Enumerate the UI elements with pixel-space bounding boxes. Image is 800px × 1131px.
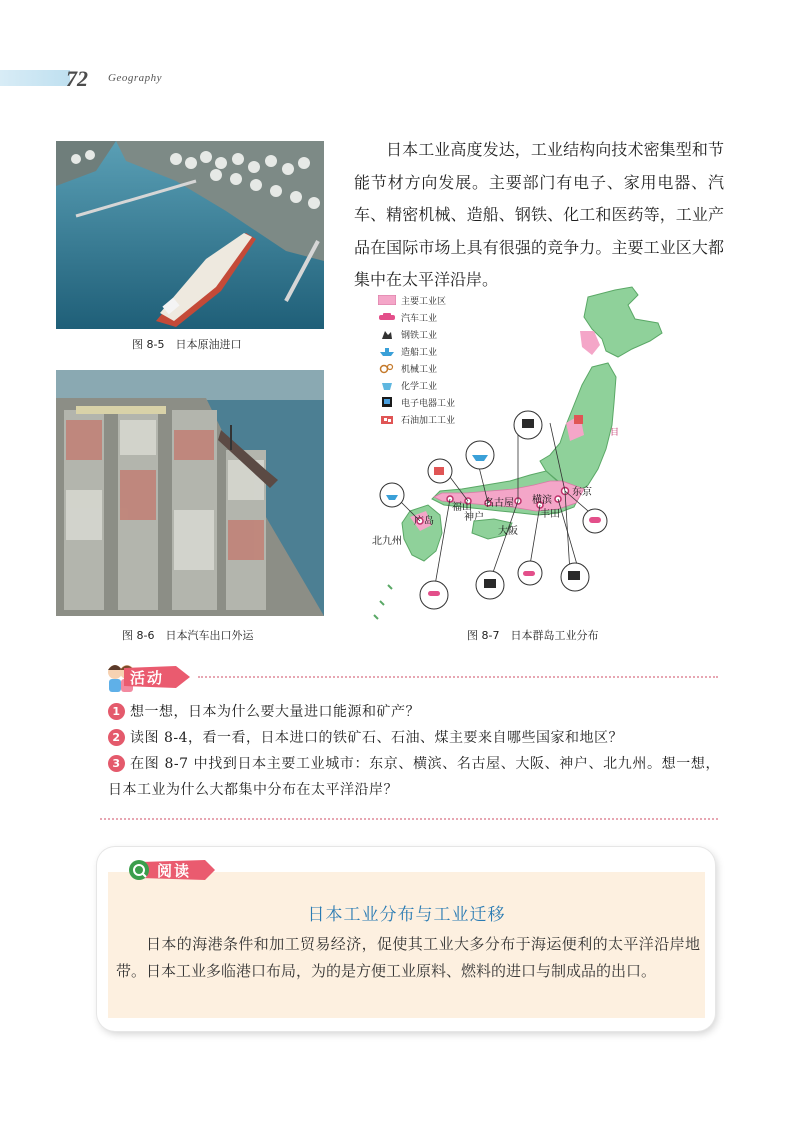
legend-label: 石油加工工业 <box>401 415 456 426</box>
city-label-tokyo: 东京 <box>572 487 592 498</box>
legend-label: 钢铁工业 <box>401 330 438 341</box>
reading-title: 日本工业分布与工业迁移 <box>307 905 506 925</box>
activity-label: 活动 <box>130 669 165 687</box>
flask-icon <box>378 380 396 391</box>
city-label-kitakyushu: 北九州 <box>372 536 402 547</box>
gear-icon <box>378 363 396 374</box>
photo-oil-tanker <box>56 141 324 329</box>
reading-body: 日本的海港条件和加工贸易经济，促使其工业大多分布于海运便利的太平洋沿岸地带。日本工业多临港口布局，为的是方便工业原料、燃料的进口与制成品的出口。 <box>116 935 700 980</box>
intro-paragraph: 日本工业高度发达，工业结构向技术密集型和节能节材方向发展。主要部门有电子、家用电器、汽车、精密机械、造船、钢铁、化工和医药等，工业产品在国际市场上具有很强的竞争力。主要工业区大都集中在太平洋沿岸。 <box>354 140 724 289</box>
legend-label: 化学工业 <box>401 381 438 392</box>
activity-question-1 <box>108 699 720 725</box>
figure-caption-8-6: 图 8-6 日本汽车出口外运 <box>122 629 254 642</box>
subject-label: Geography <box>108 72 162 84</box>
city-label-hiroshima: 广岛 <box>414 516 434 527</box>
industrial-zone-swatch <box>378 295 396 306</box>
question-number: 1 <box>108 703 125 720</box>
legend-label: 汽车工业 <box>401 313 438 324</box>
legend-item <box>378 361 437 375</box>
reading-badge <box>127 857 217 883</box>
activity-question-2 <box>108 725 720 751</box>
activity-question-3 <box>108 751 720 803</box>
photo-car-export <box>56 370 324 616</box>
city-label-osaka: 大阪 <box>498 526 518 537</box>
legend-label: 电子电器工业 <box>401 398 456 409</box>
city-label-fukuyama: 福山 <box>452 502 472 513</box>
activity-bottom-divider <box>100 818 718 820</box>
svg-text:目: 目 <box>610 428 620 438</box>
city-label-toyota: 丰田 <box>540 509 560 520</box>
legend-label: 主要工业区 <box>401 296 447 307</box>
figure-caption-8-5: 图 8-5 日本原油进口 <box>132 338 242 351</box>
question-text: 想一想，日本为什么要大量进口能源和矿产？ <box>130 704 420 720</box>
legend-item <box>378 378 437 392</box>
reading-label: 阅读 <box>157 862 192 880</box>
city-label-yokohama: 横滨 <box>532 495 552 506</box>
legend-item <box>378 412 455 426</box>
steel-icon <box>378 329 396 340</box>
tv-icon <box>378 397 396 408</box>
page-number: 72 <box>66 66 88 91</box>
header-bar <box>0 70 70 86</box>
activity-top-divider <box>198 676 718 678</box>
legend-item <box>378 327 437 341</box>
legend-item <box>378 395 455 409</box>
question-number: 2 <box>108 729 125 746</box>
legend-label: 机械工业 <box>401 364 438 375</box>
legend-item <box>378 293 446 307</box>
question-text: 读图 8-4，看一看，日本进口的铁矿石、石油、煤主要来自哪些国家和地区？ <box>130 730 623 746</box>
city-label-kobe: 神户 <box>464 512 484 523</box>
legend-item <box>378 310 437 324</box>
question-number: 3 <box>108 755 125 772</box>
legend-item <box>378 344 437 358</box>
activity-badge <box>120 664 192 690</box>
refinery-icon <box>378 414 396 425</box>
figure-caption-8-7: 图 8-7 日本群岛工业分布 <box>467 629 599 642</box>
question-text: 在图 8-7 中找到日本主要工业城市：东京、横滨、名古屋、大阪、神户、北九州。想一想，日本工业为什么大都集中分布在太平洋沿岸？ <box>108 756 720 798</box>
city-label-nagoya: 名古屋 <box>484 498 514 509</box>
car-icon <box>378 312 396 323</box>
ship-icon <box>378 346 396 357</box>
legend-label: 造船工业 <box>401 347 438 358</box>
